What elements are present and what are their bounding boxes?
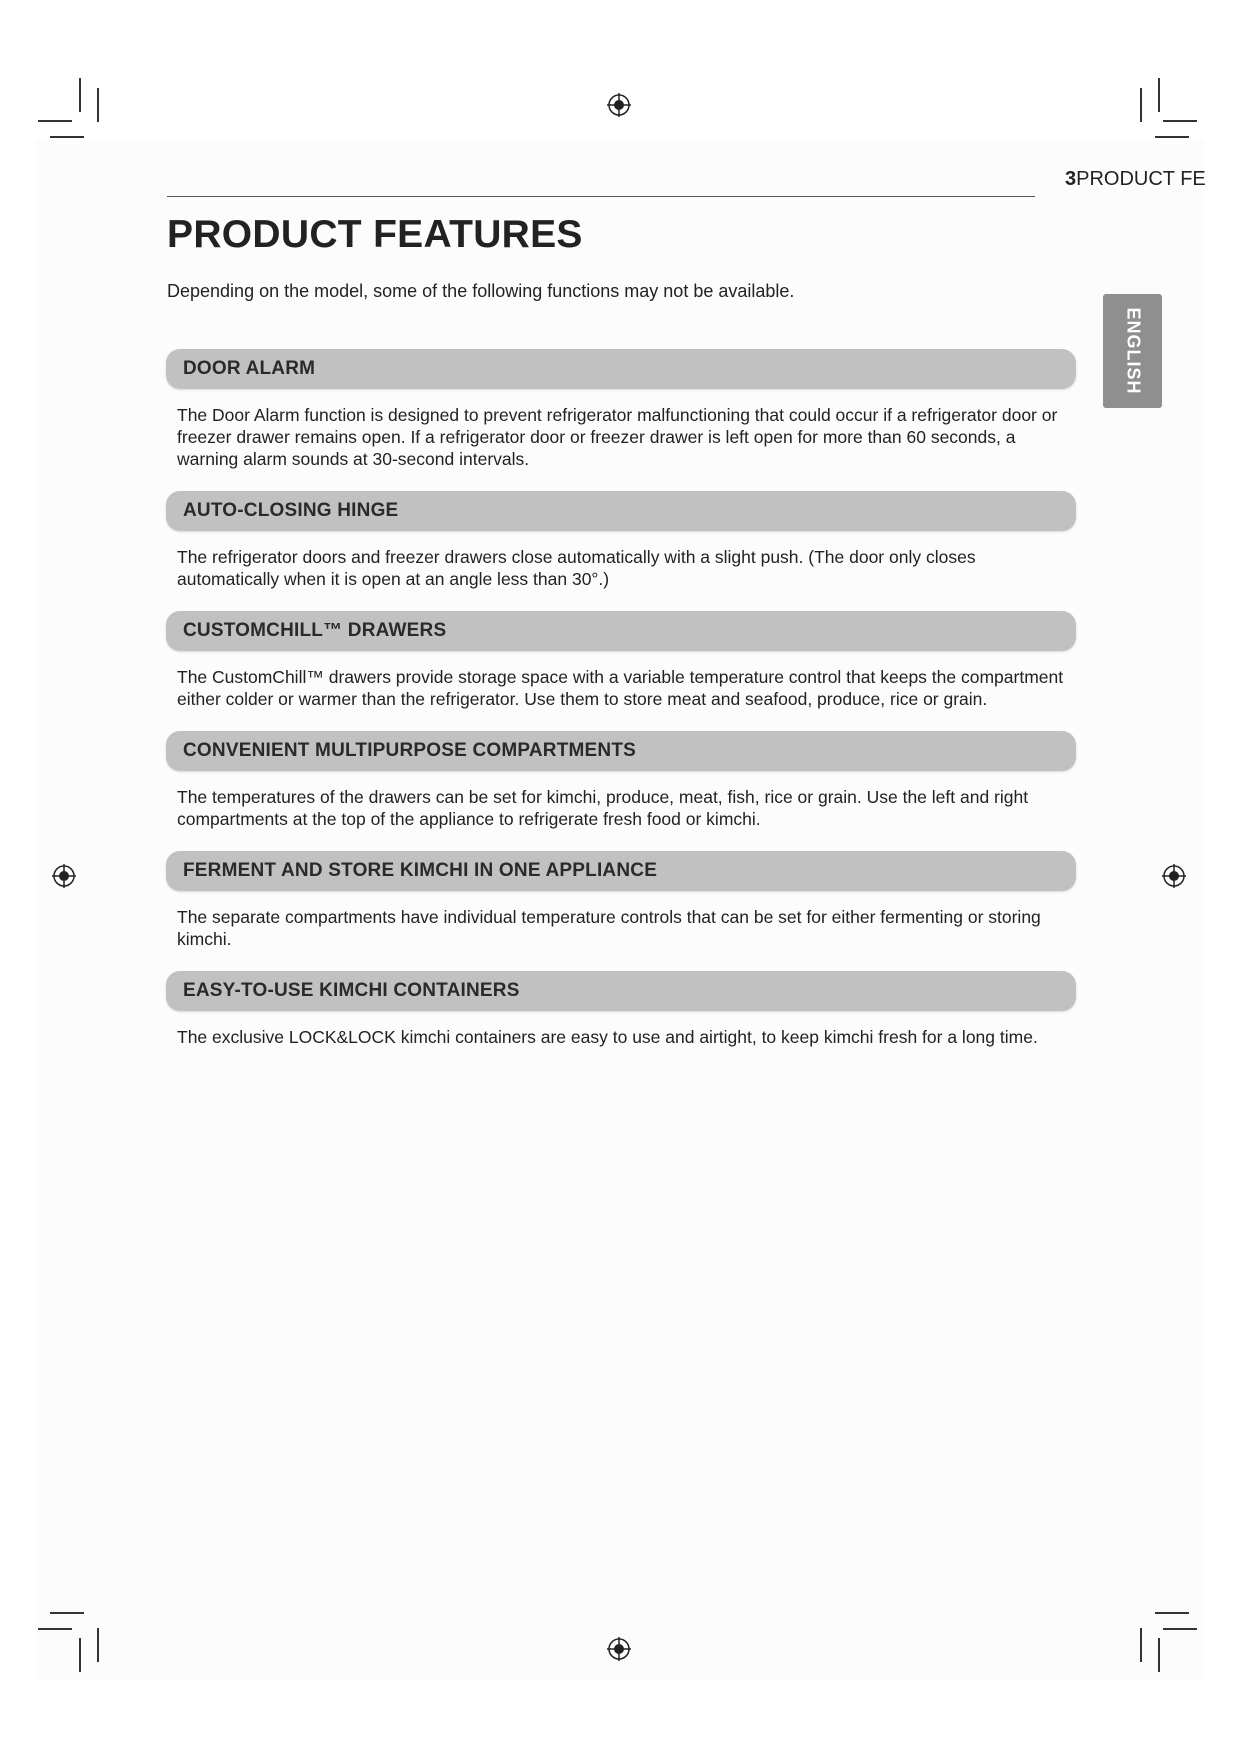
feature-sections [166, 349, 1076, 1069]
section-heading: CONVENIENT MULTIPURPOSE COMPARTMENTS [183, 740, 637, 761]
feature-section [166, 731, 1076, 830]
registration-mark-icon [52, 864, 76, 888]
crop-mark [1158, 78, 1160, 112]
language-tab [1103, 294, 1162, 408]
feature-section [166, 491, 1076, 590]
crop-mark [1155, 1612, 1189, 1614]
crop-mark [1163, 120, 1197, 122]
section-body: The CustomChill™ drawers provide storage space with a variable temperature control that keeps the compartment either colder or warmer than the refrigerator. Use them to store meat and seafood, produce, rice or grain. [177, 667, 1064, 709]
registration-mark-icon [607, 93, 631, 117]
section-header-bar [166, 611, 1076, 651]
header-rule [167, 196, 1035, 197]
running-head-title: PRODUCT FE [1076, 168, 1206, 190]
section-heading: FERMENT AND STORE KIMCHI IN ONE APPLIANCE [183, 860, 658, 881]
section-body: The separate compartments have individual temperature controls that can be set for either fermenting or storing kimchi. [177, 907, 1041, 949]
crop-mark [50, 136, 84, 138]
page-title: PRODUCT FEATURES [167, 213, 583, 256]
section-body: The temperatures of the drawers can be set for kimchi, produce, meat, fish, rice or grain. Use the left and right compartments at the top of the appliance to refrigerate fresh food or kimchi. [177, 787, 1029, 829]
page-number: 3 [1065, 168, 1077, 190]
registration-mark-icon [1162, 864, 1186, 888]
crop-mark [1140, 1628, 1142, 1662]
section-body: The refrigerator doors and freezer drawers close automatically with a slight push. (The door only closes automatically when it is open at an angle less than 30°.) [177, 547, 976, 589]
registration-mark-icon [607, 1637, 631, 1661]
crop-mark [79, 1638, 81, 1672]
crop-mark [97, 88, 99, 122]
crop-mark [1158, 1638, 1160, 1672]
running-head [1065, 168, 1206, 191]
crop-mark [79, 78, 81, 112]
section-heading: EASY-TO-USE KIMCHI CONTAINERS [183, 980, 520, 1001]
intro-text: Depending on the model, some of the following functions may not be available. [167, 281, 795, 301]
crop-mark [38, 120, 72, 122]
crop-mark [1140, 88, 1142, 122]
feature-section [166, 851, 1076, 950]
feature-section [166, 611, 1076, 710]
section-body: The Door Alarm function is designed to prevent refrigerator malfunctioning that could occur if a refrigerator door or freezer drawer remains open. If a refrigerator door or freezer drawer is left open for more than 60 seconds, a warning alarm sounds at 30-second intervals. [177, 405, 1058, 469]
feature-section [166, 349, 1076, 470]
section-heading: CUSTOMCHILL™ DRAWERS [183, 620, 447, 641]
section-header-bar [166, 851, 1076, 891]
crop-mark [1155, 136, 1189, 138]
section-body: The exclusive LOCK&LOCK kimchi containers are easy to use and airtight, to keep kimchi fresh for a long time. [177, 1027, 1038, 1047]
crop-mark [50, 1612, 84, 1614]
crop-mark [1163, 1628, 1197, 1630]
section-header-bar [166, 349, 1076, 389]
section-heading: AUTO-CLOSING HINGE [183, 500, 399, 521]
section-heading: DOOR ALARM [183, 358, 316, 379]
section-header-bar [166, 971, 1076, 1011]
section-header-bar [166, 731, 1076, 771]
language-tab-label: ENGLISH [1123, 307, 1143, 395]
crop-mark [38, 1628, 72, 1630]
feature-section [166, 971, 1076, 1048]
section-header-bar [166, 491, 1076, 531]
crop-mark [97, 1628, 99, 1662]
